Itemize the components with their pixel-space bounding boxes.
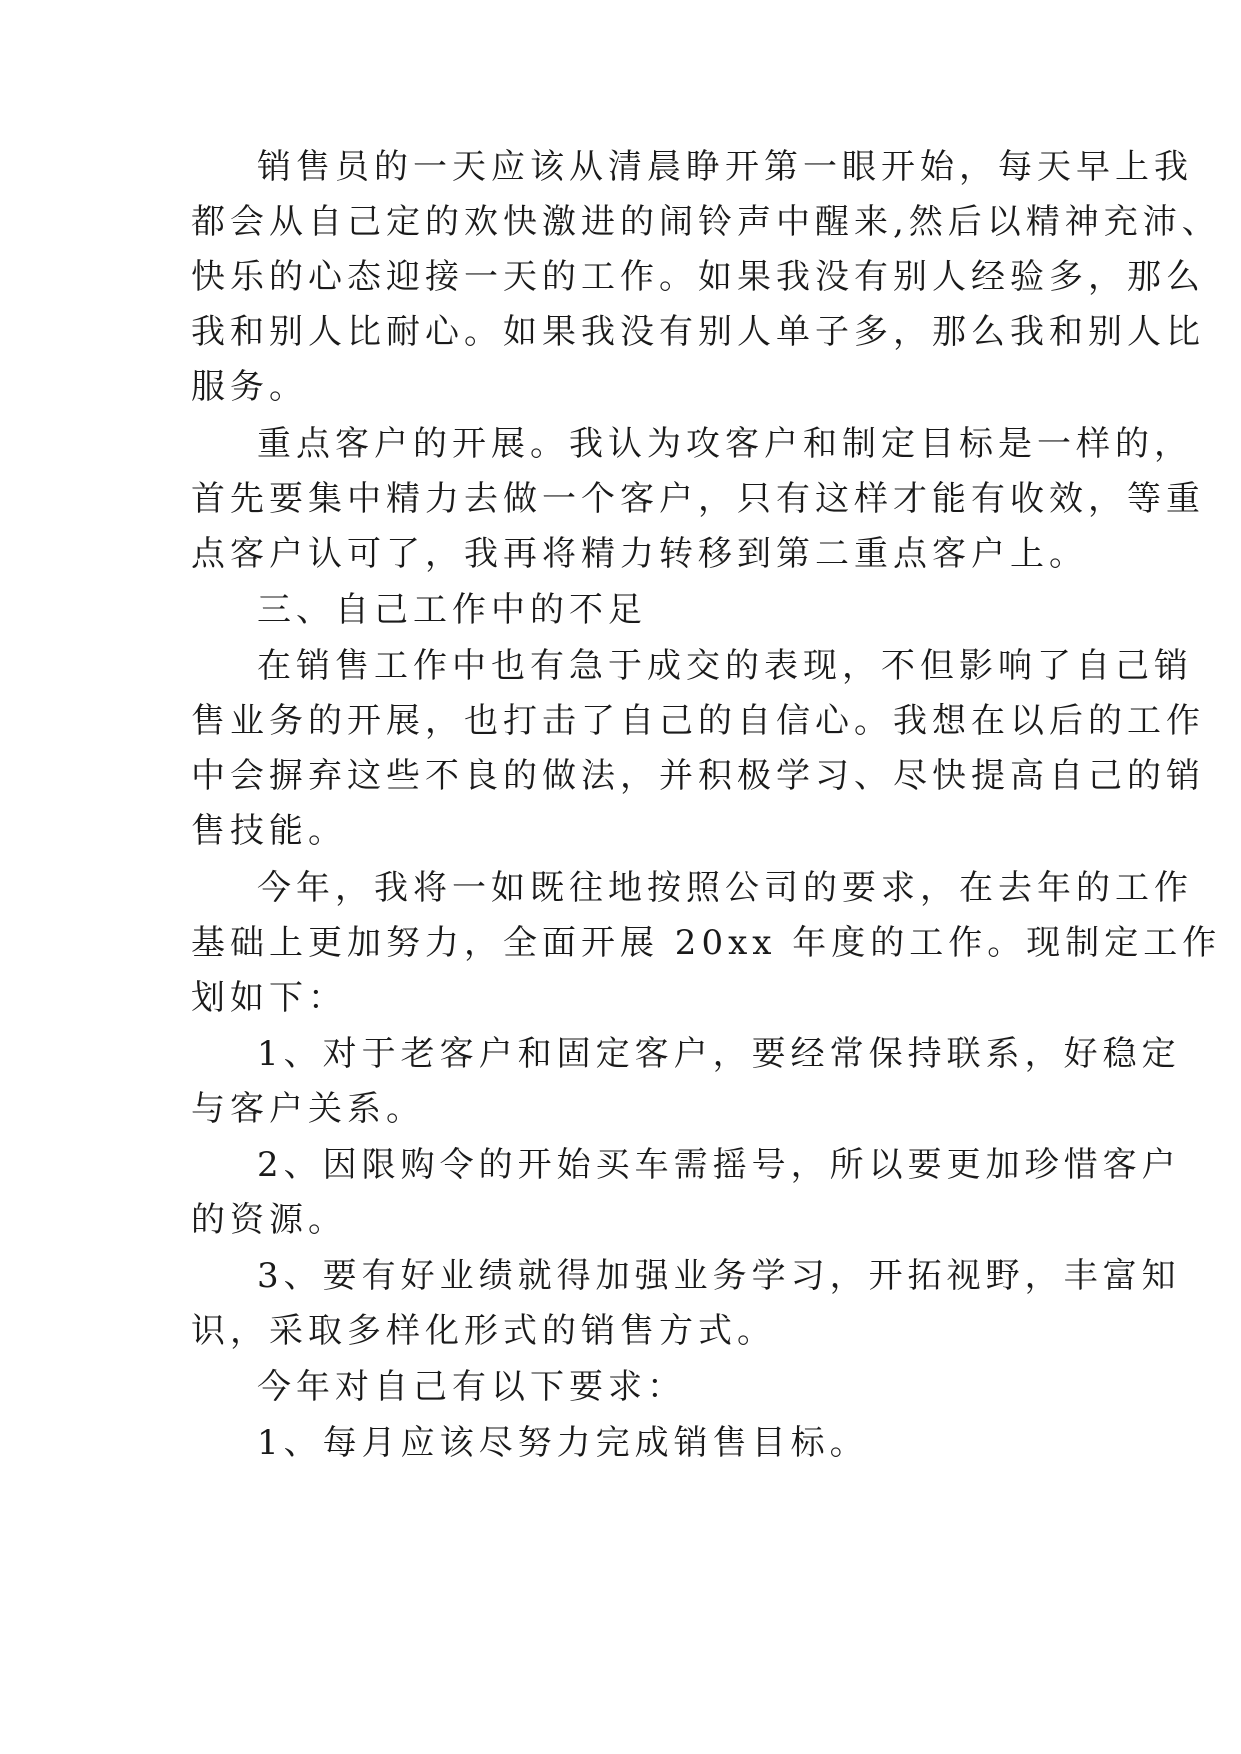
list-item-continuation: 与客户关系。 — [191, 1089, 425, 1129]
list-item: 1、对于老客户和固定客户，要经常保持联系，好稳定 — [257, 1034, 1181, 1074]
text-line: 快乐的心态迎接一天的工作。如果我没有别人经验多，那么 — [191, 257, 1205, 297]
text-line: 今年，我将一如既往地按照公司的要求，在去年的工作 — [257, 868, 1193, 908]
list-item-continuation: 的资源。 — [191, 1200, 347, 1240]
list-item: 2、因限购令的开始买车需摇号，所以要更加珍惜客户 — [257, 1145, 1181, 1185]
text-line: 基础上更加努力，全面开展 20xx 年度的工作。现制定工作 — [191, 923, 1222, 963]
text-line: 在销售工作中也有急于成交的表现，不但影响了自己销 — [257, 646, 1193, 686]
text-line: 服务。 — [191, 367, 308, 407]
text-line: 重点客户的开展。我认为攻客户和制定目标是一样的， — [257, 424, 1193, 464]
text-line: 中会摒弃这些不良的做法，并积极学习、尽快提高自己的销 — [191, 756, 1205, 796]
list-item: 1、每月应该尽努力完成销售目标。 — [257, 1423, 869, 1463]
list-item: 3、要有好业绩就得加强业务学习，开拓视野，丰富知 — [257, 1256, 1181, 1296]
text-line: 售技能。 — [191, 811, 347, 851]
section-heading: 三、自己工作中的不足 — [257, 590, 647, 630]
text-line: 点客户认可了，我再将精力转移到第二重点客户上。 — [191, 534, 1088, 574]
text-line: 首先要集中精力去做一个客户，只有这样才能有收效，等重 — [191, 479, 1205, 519]
list-item-continuation: 识，采取多样化形式的销售方式。 — [191, 1311, 776, 1351]
text-line: 销售员的一天应该从清晨睁开第一眼开始，每天早上我 — [257, 147, 1193, 187]
text-line: 售业务的开展，也打击了自己的自信心。我想在以后的工作 — [191, 701, 1205, 741]
text-line: 划如下： — [191, 978, 347, 1018]
text-line: 都会从自己定的欢快激进的闹铃声中醒来,然后以精神充沛、 — [191, 202, 1221, 242]
text-line: 我和别人比耐心。如果我没有别人单子多，那么我和别人比 — [191, 312, 1205, 352]
text-line: 今年对自己有以下要求： — [257, 1367, 686, 1407]
